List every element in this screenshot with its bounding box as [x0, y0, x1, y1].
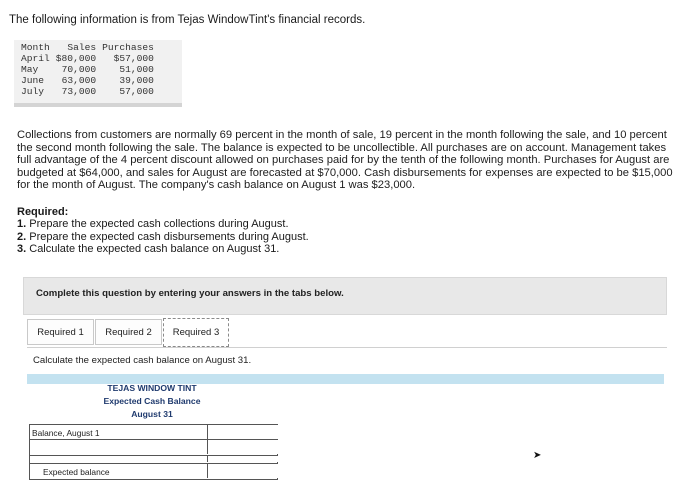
row-label: Expected balance — [43, 467, 110, 477]
row-label: Balance, August 1 — [32, 428, 100, 438]
purchases-cell: 51,000 — [119, 64, 154, 75]
instructions-banner — [23, 277, 667, 315]
schedule-title: Expected Cash Balance — [103, 396, 201, 406]
month-cell: April — [21, 53, 50, 64]
paragraph-line: Collections from customers are normally 69 percent in the month of sale, 19 percent in the month following the sale, and 10 percent — [17, 129, 667, 141]
table-row — [29, 424, 278, 440]
amount-input[interactable] — [207, 440, 278, 454]
required-section — [17, 206, 309, 256]
month-cell: July — [21, 86, 45, 97]
required-item-number: 3. — [17, 243, 27, 256]
column-header-purchases: Purchases — [102, 42, 154, 53]
instructions-banner-text: Complete this question by entering your answers in the tabs below. — [36, 288, 344, 299]
table-row — [18, 75, 157, 86]
table-row — [18, 53, 157, 64]
tab-required-1[interactable]: Required 1 — [27, 319, 94, 345]
table-row — [29, 456, 278, 464]
mouse-pointer-icon: ➤ — [533, 450, 542, 461]
required-item-number: 1. — [17, 218, 27, 231]
required-item — [17, 243, 309, 255]
tab-instruction: Calculate the expected cash balance on August 31. — [33, 355, 252, 366]
schedule-company: TEJAS WINDOW TINT — [107, 383, 197, 393]
month-cell: June — [21, 75, 45, 86]
required-item-text: Prepare the expected cash disbursements during August. — [26, 230, 309, 243]
paragraph-line: budgeted at $64,000, and sales for August are forecasted at $70,000. Cash disbursements for expenses are expected to be $15,000 — [17, 166, 673, 179]
table-row — [29, 440, 278, 456]
table-row — [29, 464, 278, 480]
required-item-text: Calculate the expected cash balance on August 31. — [26, 243, 280, 256]
balance-august-1-input[interactable] — [207, 425, 278, 439]
schedule-title-block — [27, 382, 277, 421]
financial-records-table — [14, 40, 182, 107]
required-heading: Required: — [17, 206, 69, 218]
sales-cell: $80,000 — [55, 53, 97, 64]
problem-intro: The following information is from Tejas WindowTint's financial records. — [9, 14, 366, 26]
schedule-date: August 31 — [131, 409, 173, 419]
month-cell: May — [21, 64, 39, 75]
sales-cell: 70,000 — [61, 64, 97, 75]
expected-balance-input[interactable] — [207, 464, 278, 478]
paragraph-line: the second month following the sale. The balance is expected to be uncollectible. All purchases are on account. Management takes — [17, 141, 667, 154]
column-header-month: Month — [21, 42, 50, 53]
sales-cell: 73,000 — [61, 86, 97, 97]
problem-paragraph — [17, 129, 700, 192]
column-header-sales: Sales — [67, 42, 97, 53]
table-row — [18, 86, 157, 97]
paragraph-line: for the month of August. The company's cash balance on August 1 was $23,000. — [17, 179, 416, 192]
purchases-cell: 39,000 — [119, 75, 154, 86]
required-item — [17, 218, 309, 230]
paragraph-line: full advantage of the 4 percent discount allowed on purchases paid for by the tenth of the following month. Purchases for August are — [17, 154, 670, 167]
tab-required-3[interactable]: Required 3 — [163, 318, 229, 347]
required-item — [17, 231, 309, 243]
amount-input[interactable] — [207, 456, 278, 462]
required-item-text: Prepare the expected cash collections during August. — [26, 218, 289, 231]
purchases-cell: $57,000 — [113, 53, 154, 64]
purchases-cell: 57,000 — [119, 86, 154, 97]
required-item-number: 2. — [17, 230, 27, 243]
table-row — [18, 64, 157, 75]
tab-divider — [27, 347, 667, 348]
cash-balance-schedule — [29, 424, 278, 480]
sales-cell: 63,000 — [61, 75, 97, 86]
tab-required-2[interactable]: Required 2 — [95, 319, 162, 345]
